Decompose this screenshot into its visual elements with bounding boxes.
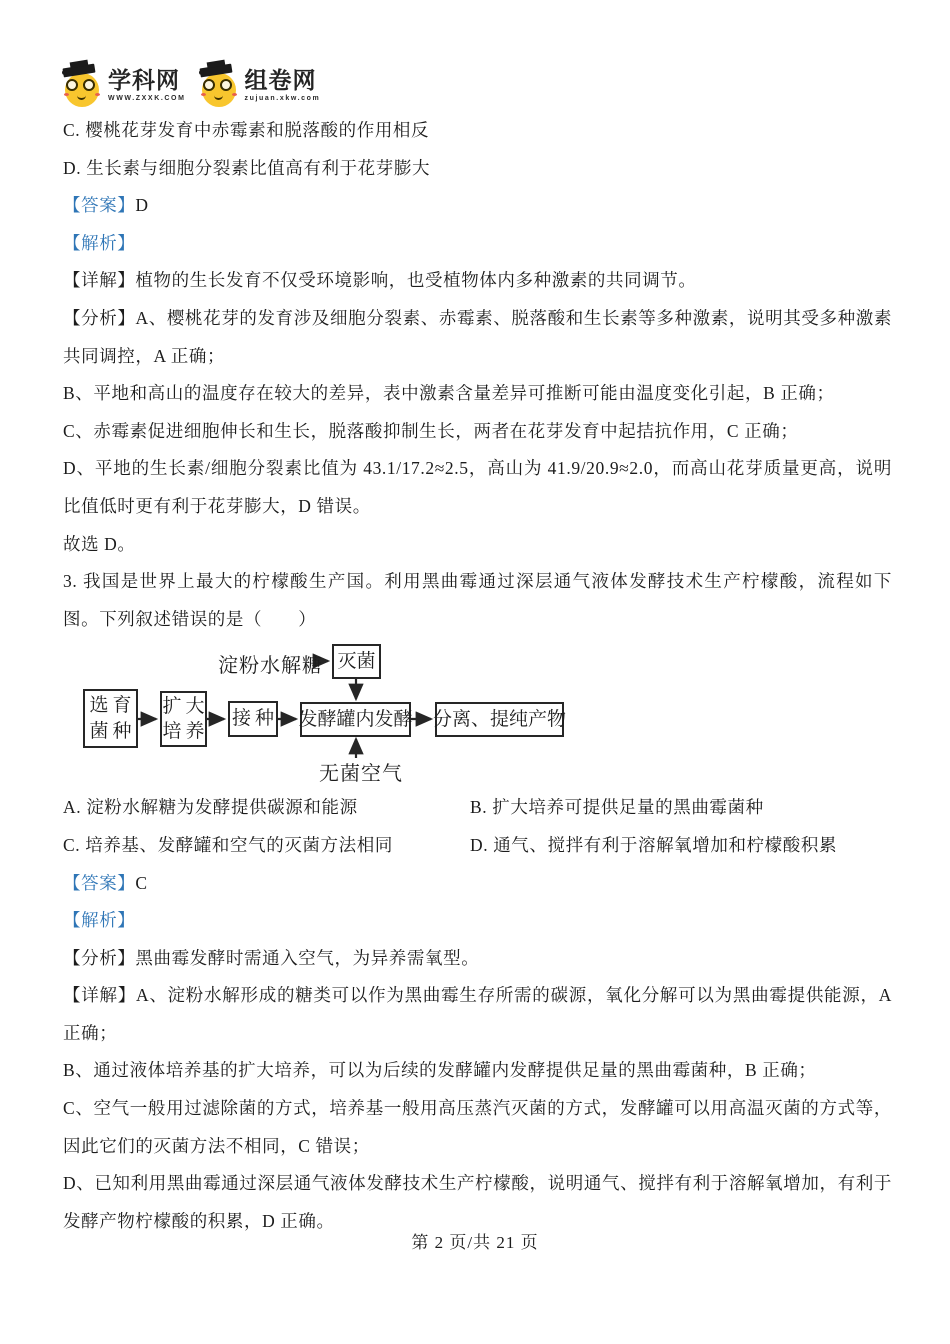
q3-options-cd bbox=[63, 827, 892, 865]
page-number-footer: 第 2 页/共 21 页 bbox=[411, 1233, 539, 1252]
xkw-logo bbox=[63, 62, 186, 108]
q3-answer-label: 【答案】 bbox=[63, 872, 136, 893]
q3-point-d: D、已知利用黑曲霉通过深层通气液体发酵技术生产柠檬酸，说明通气、搅拌有利于溶解氧增加，有利于发酵产物柠檬酸的积累，D 正确。 bbox=[63, 1173, 892, 1231]
q2-point-d: D、平地的生长素/细胞分裂素比值为 43.1/17.2≈2.5，高山为 41.9/20.9≈2.0，而高山花芽质量更高，说明比值低时更有利于花芽膨大，D 错误。 bbox=[63, 458, 892, 516]
q2-analysis-label-line bbox=[63, 225, 892, 263]
flowchart-input-label: 淀粉水解糖 bbox=[218, 655, 323, 678]
q2-option-c: C. 樱桃花芽发育中赤霉素和脱落酸的作用相反 bbox=[63, 120, 430, 140]
q2-option-d: D. 生长素与细胞分裂素比值高有利于花芽膨大 bbox=[63, 157, 431, 178]
q3-point-b: B、通过液体培养基的扩大培养，可以为后续的发酵罐内发酵提供足量的黑曲霉菌种，B 正确； bbox=[63, 1060, 817, 1081]
header-logos bbox=[63, 0, 892, 112]
q3-point-c: C、空气一般用过滤除菌的方式，培养基一般用高压蒸汽灭菌的方式，发酵罐可以用高温灭菌的方式等，因此它们的灭菌方法不相同，C 错误； bbox=[63, 1098, 892, 1156]
q3-options-ab bbox=[63, 789, 892, 827]
zujuan-logo-name: 组卷网 bbox=[244, 66, 317, 93]
q2-conclusion: 故选 D。 bbox=[63, 533, 136, 554]
question-3-section bbox=[63, 563, 892, 1240]
q3-option-c: C. 培养基、发酵罐和空气的灭菌方法相同 bbox=[63, 834, 393, 855]
question-2-section bbox=[63, 112, 892, 563]
zujuan-owl-mascot-icon bbox=[200, 62, 240, 108]
q3-stem: 3. 我国是世界上最大的柠檬酸生产国。利用黑曲霉通过深层通气液体发酵技术生产柠檬酸，流程如下图。下列叙述错误的是（ ） bbox=[63, 571, 892, 629]
q2-point-c: C、赤霉素促进细胞伸长和生长，脱落酸抑制生长，两者在花芽发育中起拮抗作用，C 正确； bbox=[63, 420, 799, 441]
q3-answer-line bbox=[63, 865, 892, 903]
xkw-logo-url: WWW.ZXXK.COM bbox=[108, 94, 186, 102]
q2-answer-value: D bbox=[135, 195, 149, 216]
xkw-owl-mascot-icon bbox=[63, 62, 103, 108]
q3-analysis-label-line bbox=[63, 902, 892, 940]
q3-answer-value: C bbox=[135, 872, 148, 893]
q2-analysis-label: 【解析】 bbox=[63, 232, 136, 253]
q3-brief: 【分析】黑曲霉发酵时需通入空气，为异养需氧型。 bbox=[63, 947, 480, 968]
q2-point-a: 【分析】A、樱桃花芽的发育涉及细胞分裂素、赤霉素、脱落酸和生长素等多种激素，说明其受多种激素共同调控，A 正确； bbox=[63, 307, 892, 366]
flowchart-inoculate-box: 接种 bbox=[228, 701, 278, 737]
q3-option-b: B. 扩大培养可提供足量的黑曲霉菌种 bbox=[470, 797, 764, 818]
q2-point-b: B、平地和高山的温度存在较大的差异，表中激素含量差异可推断可能由温度变化引起，B 正确； bbox=[63, 383, 835, 404]
flowchart-sterilize-box: 灭菌 bbox=[332, 644, 381, 679]
q2-answer-line bbox=[63, 187, 892, 225]
flowchart-select-strain-box: 选育 菌种 bbox=[83, 689, 138, 748]
q2-detail: 【详解】植物的生长发育不仅受环境影响，也受植物体内多种激素的共同调节。 bbox=[63, 270, 697, 291]
zujuan-logo bbox=[200, 62, 321, 108]
q2-answer-label: 【答案】 bbox=[63, 195, 136, 216]
q3-point-a: 【详解】A、淀粉水解形成的糖类可以作为黑曲霉生存所需的碳源，氧化分解可以为黑曲霉提供能源，A 正确； bbox=[63, 985, 892, 1043]
q3-analysis-label: 【解析】 bbox=[63, 910, 136, 931]
flowchart-purify-box: 分离、提纯产物 bbox=[435, 702, 564, 737]
xkw-logo-name: 学科网 bbox=[108, 66, 180, 93]
q3-option-d: D. 通气、搅拌有利于溶解氧增加和柠檬酸积累 bbox=[470, 834, 838, 855]
flowchart-expand-culture-box: 扩大 培养 bbox=[160, 691, 207, 747]
flowchart-air-label: 无菌空气 bbox=[319, 763, 403, 786]
q3-option-a: A. 淀粉水解糖为发酵提供碳源和能源 bbox=[63, 797, 358, 818]
zujuan-logo-url: zujuan.xkw.com bbox=[244, 94, 321, 102]
flowchart-fermenter-box: 发酵罐内发酵 bbox=[300, 702, 411, 737]
fermentation-flowchart bbox=[63, 639, 623, 789]
